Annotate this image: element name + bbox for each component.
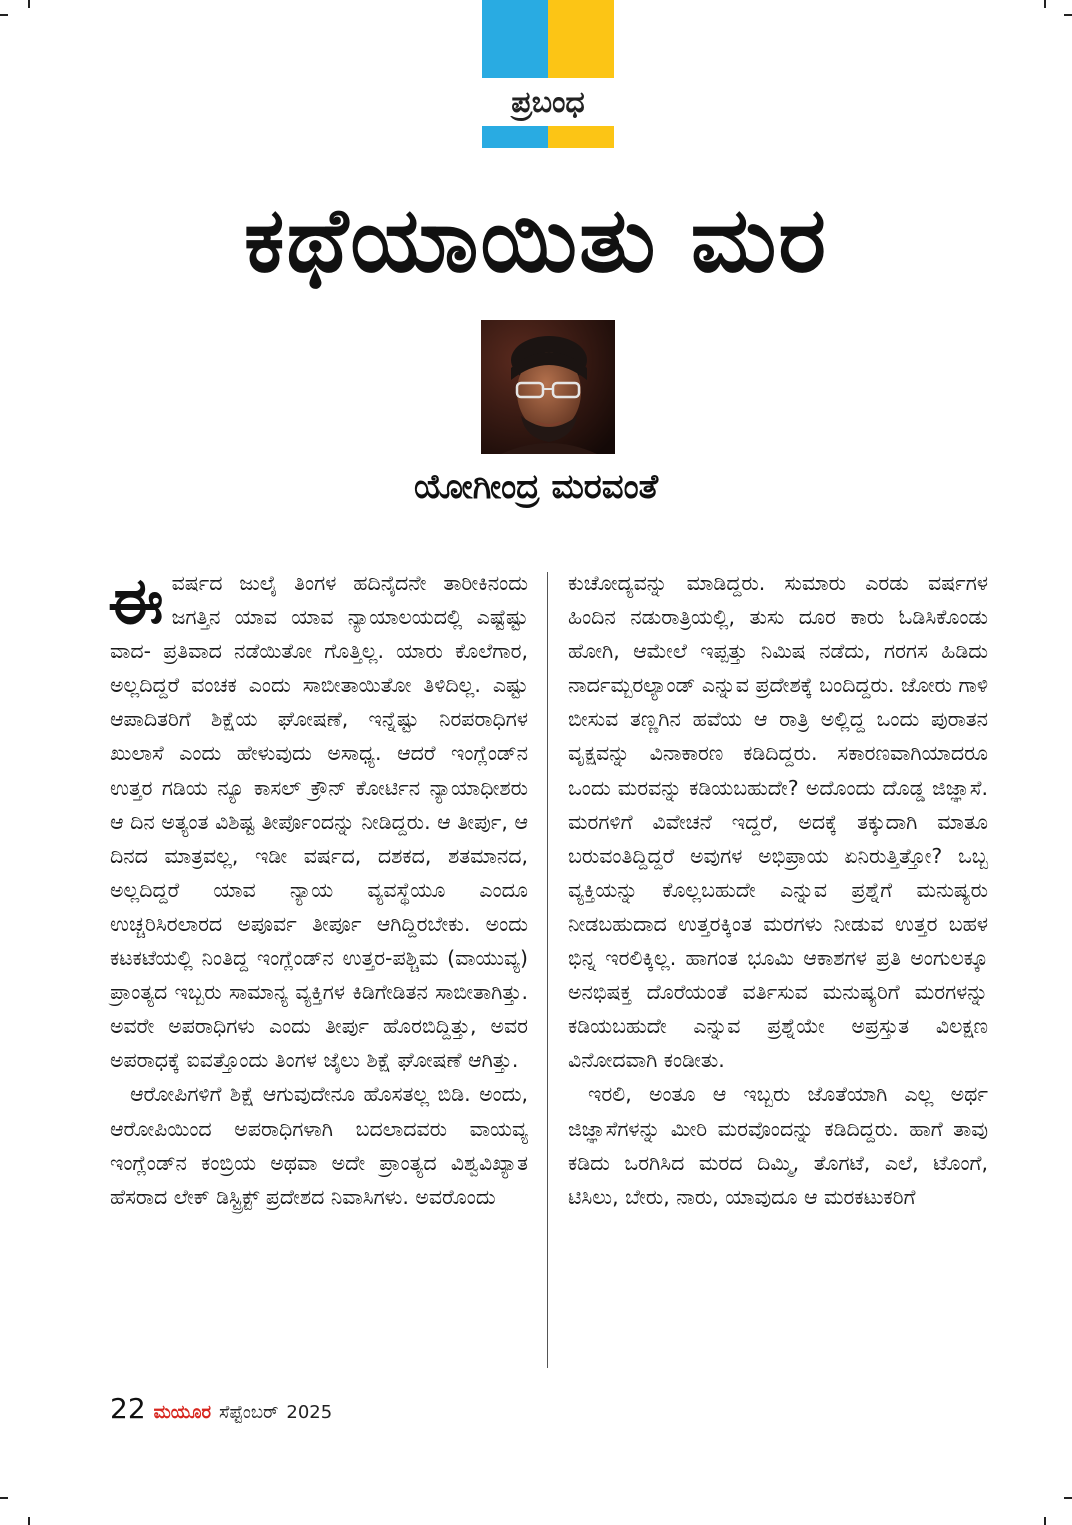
- crop-mark: [0, 1497, 8, 1499]
- article-paragraph: ಇರಲಿ, ಅಂತೂ ಆ ಇಬ್ಬರು ಜೊತೆಯಾಗಿ ಎಲ್ಲ ಅರ್ಥ ಜಿಜ್ಞಾಸೆಗಳನ್ನು ಮೀರಿ ಮರವೊಂದನ್ನು ಕಡಿದಿದ್ದರು. ಹಾಗೆ ತಾವು ಕಡಿದು ಒರಗಿಸಿದ ಮರದ ದಿಮ್ಮಿ, ತೊಗಟೆ, ಎಲೆ, ಟೊಂಗೆ, ಟಿಸಿಲು, ಬೇರು, ನಾರು, ಯಾವುದೂ ಆ ಮರಕಟುಕರಿಗೆ: [568, 1082, 988, 1209]
- article-column-right: [568, 566, 988, 1214]
- author-name: ಯೋಗೀಂದ್ರ ಮರವಂತೆ: [413, 467, 659, 507]
- article-title: ಕಥೆಯಾಯಿತು ಮರ: [244, 188, 828, 293]
- crop-mark: [1044, 0, 1046, 8]
- badge-yellow-strip: [548, 126, 614, 148]
- author-portrait-image: [481, 320, 615, 454]
- drop-cap: ಈ: [108, 565, 164, 639]
- crop-mark: [1064, 14, 1072, 16]
- issue-month: ಸೆಪ್ಟೆಂಬರ್: [219, 1402, 279, 1423]
- crop-mark: [0, 14, 8, 16]
- article-paragraph: [110, 566, 528, 1077]
- crop-mark: [1044, 1517, 1046, 1525]
- article-paragraph: ಆರೋಪಿಗಳಿಗೆ ಶಿಕ್ಷೆ ಆಗುವುದೇನೂ ಹೊಸತಲ್ಲ ಬಿಡಿ. ಅಂದು, ಆರೋಪಿಯಿಂದ ಅಪರಾಧಿಗಳಾಗಿ ಬದಲಾದವರು ವಾಯವ್ಯ ಇಂಗ್ಲೆಂಡ್‌ನ ಕಂಬ್ರಿಯ ಅಥವಾ ಅದೇ ಪ್ರಾಂತ್ಯದ ವಿಶ್ವವಿಖ್ಯಾತ ಹೆಸರಾದ ಲೇಕ್ ಡಿಸ್ಟ್ರಿಕ್ಟ್ ಪ್ರದೇಶದ ನಿವಾಸಿಗಳು. ಅವರೊಂದು: [110, 1082, 528, 1209]
- crop-mark: [28, 1517, 30, 1525]
- issue-year: 2025: [286, 1402, 333, 1423]
- badge-blue-block: [482, 0, 548, 78]
- paragraph-text: ವರ್ಷದ ಜುಲೈ ತಿಂಗಳ ಹದಿನೈದನೇ ತಾರೀಕಿನಂದು ಜಗತ್ತಿನ ಯಾವ ಯಾವ ನ್ಯಾಯಾಲಯದಲ್ಲಿ ಎಷ್ಟೆಷ್ಟು ವಾದ- ಪ್ರತಿವಾದ ನಡೆಯಿತೋ ಗೊತ್ತಿಲ್ಲ. ಯಾರು ಕೊಲೆಗಾರ, ಅಲ್ಲದಿದ್ದರೆ ವಂಚಕ ಎಂದು ಸಾಬೀತಾಯಿತೋ ತಿಳಿದಿಲ್ಲ. ಎಷ್ಟು ಆಪಾದಿತರಿಗೆ ಶಿಕ್ಷೆಯ ಘೋಷಣೆ, ಇನ್ನೆಷ್ಟು ನಿರಪರಾಧಿಗಳ ಖುಲಾಸೆ ಎಂದು ಹೇಳುವುದು ಅಸಾಧ್ಯ. ಆದರೆ ಇಂಗ್ಲೆಂಡ್‌ನ ಉತ್ತರ ಗಡಿಯ ನ್ಯೂ ಕಾಸಲ್ ಕ್ರೌನ್ ಕೋರ್ಟಿನ ನ್ಯಾಯಾಧೀಶರು ಆ ದಿನ ಅತ್ಯಂತ ವಿಶಿಷ್ಟ ತೀರ್ಪೊಂದನ್ನು ನೀಡಿದ್ದರು. ಆ ತೀರ್ಪು, ಆ ದಿನದ ಮಾತ್ರವಲ್ಲ, ಇಡೀ ವರ್ಷದ, ದಶಕದ, ಶತಮಾನದ, ಅಲ್ಲದಿದ್ದರೆ ಯಾವ ನ್ಯಾಯ ವ್ಯವಸ್ಥೆಯೂ ಎಂದೂ ಉಚ್ಚರಿಸಿರಲಾರದ ಅಪೂರ್ವ ತೀರ್ಪೂ ಆಗಿದ್ದಿರಬೇಕು. ಅಂದು ಕಟಕಟೆಯಲ್ಲಿ ನಿಂತಿದ್ದ ಇಂಗ್ಲೆಂಡ್‌ನ ಉತ್ತರ-ಪಶ್ಚಿಮ (ವಾಯುವ್ಯ) ಪ್ರಾಂತ್ಯದ ಇಬ್ಬರು ಸಾಮಾನ್ಯ ವ್ಯಕ್ತಿಗಳ ಕಿಡಿಗೇಡಿತನ ಸಾಬೀತಾಗಿತ್ತು. ಅವರೇ ಅಪರಾಧಿಗಳು ಎಂದು ತೀರ್ಪು ಹೊರಬಿದ್ದಿತ್ತು, ಅವರ ಅಪರಾಧಕ್ಕೆ ಐವತ್ತೊಂದು ತಿಂಗಳ ಜೈಲು ಶಿಕ್ಷೆ ಘೋಷಣೆ ಆಗಿತ್ತು.: [110, 571, 528, 1073]
- author-photo: [481, 320, 615, 454]
- column-divider: [547, 572, 548, 1368]
- section-badge: [482, 0, 614, 148]
- badge-yellow-block: [548, 0, 614, 78]
- crop-mark: [28, 0, 30, 8]
- crop-mark: [1064, 1497, 1072, 1499]
- section-label: ಪ್ರಬಂಧ: [511, 84, 585, 120]
- page-number: 22: [110, 1392, 146, 1425]
- article-column-left: [110, 566, 528, 1214]
- magazine-name: ಮಯೂರ: [153, 1402, 212, 1423]
- article-paragraph: ಕುಚೋದ್ಯವನ್ನು ಮಾಡಿದ್ದರು. ಸುಮಾರು ಎರಡು ವರ್ಷಗಳ ಹಿಂದಿನ ನಡುರಾತ್ರಿಯಲ್ಲಿ, ತುಸು ದೂರ ಕಾರು ಓಡಿಸಿಕೊಂಡು ಹೋಗಿ, ಆಮೇಲೆ ಇಪ್ಪತ್ತು ನಿಮಿಷ ನಡೆದು, ಗರಗಸ ಹಿಡಿದು ನಾರ್ದಮ್ಬರಲ್ಯಾಂಡ್ ಎನ್ನುವ ಪ್ರದೇಶಕ್ಕೆ ಬಂದಿದ್ದರು. ಜೋರು ಗಾಳಿ ಬೀಸುವ ತಣ್ಣಗಿನ ಹವೆಯ ಆ ರಾತ್ರಿ ಅಲ್ಲಿದ್ದ ಒಂದು ಪುರಾತನ ವೃಕ್ಷವನ್ನು ವಿನಾಕಾರಣ ಕಡಿದಿದ್ದರು. ಸಕಾರಣವಾಗಿಯಾದರೂ ಒಂದು ಮರವನ್ನು ಕಡಿಯಬಹುದೇ? ಅದೊಂದು ದೊಡ್ಡ ಜಿಜ್ಞಾಸೆ. ಮರಗಳಿಗೆ ವಿವೇಚನೆ ಇದ್ದರೆ, ಅದಕ್ಕೆ ತಕ್ಕುದಾಗಿ ಮಾತೂ ಬರುವಂತಿದ್ದಿದ್ದರೆ ಅವುಗಳ ಅಭಿಪ್ರಾಯ ಏನಿರುತ್ತಿತ್ತೋ? ಒಬ್ಬ ವ್ಯಕ್ತಿಯನ್ನು ಕೊಲ್ಲಬಹುದೇ ಎನ್ನುವ ಪ್ರಶ್ನೆಗೆ ಮನುಷ್ಯರು ನೀಡಬಹುದಾದ ಉತ್ತರಕ್ಕಿಂತ ಮರಗಳು ನೀಡುವ ಉತ್ತರ ಬಹಳ ಭಿನ್ನ ಇರಲಿಕ್ಕಿಲ್ಲ. ಹಾಗಂತ ಭೂಮಿ ಆಕಾಶಗಳ ಪ್ರತಿ ಅಂಗುಲಕ್ಕೂ ಅನಭಿಷಕ್ತ ದೊರೆಯಂತೆ ವರ್ತಿಸುವ ಮನುಷ್ಯರಿಗೆ ಮರಗಳನ್ನು ಕಡಿಯಬಹುದೇ ಎನ್ನುವ ಪ್ರಶ್ನೆಯೇ ಅಪ್ರಸ್ತುತ ವಿಲಕ್ಷಣ ವಿನೋದವಾಗಿ ಕಂಡೀತು.: [568, 571, 988, 1073]
- page-footer: [110, 1392, 332, 1428]
- badge-blue-strip: [482, 126, 548, 148]
